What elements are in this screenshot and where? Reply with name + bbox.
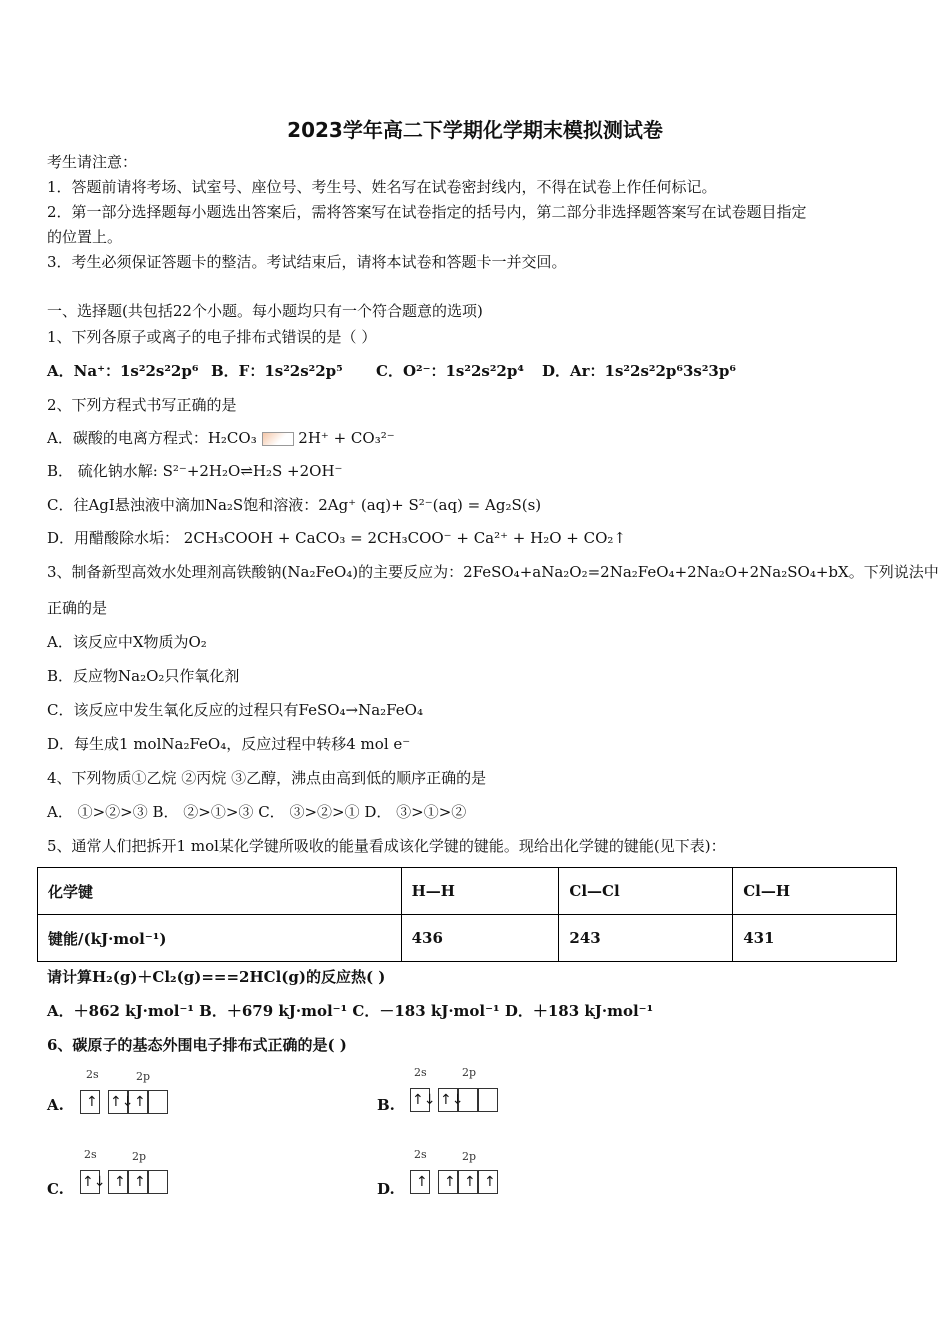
question-3-stem: 3、制备新型高效水处理剂高铁酸钠(Na₂FeO₄)的主要反应为：2FeSO₄+aNa₂O₂=2Na₂FeO₄+2Na₂O+2Na₂SO₄+bX。下列说法中	[47, 563, 939, 581]
orbital-box	[458, 1088, 478, 1112]
label-2s: 2s	[84, 1148, 97, 1161]
question-2-stem: 2、下列方程式书写正确的是	[47, 396, 237, 414]
q1-option-b: B．F：1s²2s²2p⁵	[211, 362, 343, 380]
equilibrium-arrow-image	[262, 432, 294, 446]
page-title: 2023学年高二下学期化学期末模拟测试卷	[287, 118, 663, 142]
orbital-box: ↑↓	[80, 1170, 100, 1194]
q4-options: A． ①>②>③ B． ②>①>③ C． ③>②>① D． ③>①>②	[47, 803, 467, 821]
bond-energy-table	[37, 867, 897, 962]
orbital-box: ↑	[410, 1170, 430, 1194]
q1-option-a: A．Na⁺：1s²2s²2p⁶	[47, 362, 199, 380]
orbital-box: ↑	[108, 1170, 128, 1194]
q2-option-a	[47, 428, 395, 448]
q3-option-c: C．该反应中发生氧化反应的过程只有FeSO₄→Na₂FeO₄	[47, 701, 423, 719]
q3-option-b: B．反应物Na₂O₂只作氧化剂	[47, 667, 240, 685]
notice-item: 2．第一部分选择题每小题选出答案后，需将答案写在试卷指定的括号内，第二部分非选择题答案写在试卷题目指定	[47, 203, 807, 221]
q6-option-c-label: C.	[47, 1180, 64, 1198]
table-cell: 436	[401, 915, 559, 962]
notice-heading: 考生请注意：	[47, 153, 138, 171]
orbital-box	[148, 1170, 168, 1194]
orbital-box: ↑↓	[410, 1088, 430, 1112]
table-header-cell: Cl—Cl	[559, 868, 733, 915]
q3-option-a: A．该反应中X物质为O₂	[47, 633, 207, 651]
q1-option-d: D．Ar：1s²2s²2p⁶3s²3p⁶	[542, 362, 736, 380]
orbital-box: ↑	[80, 1090, 100, 1114]
q6-option-d-label: D.	[377, 1180, 395, 1198]
q1-option-c: C．O²⁻：1s²2s²2p⁴	[376, 362, 524, 380]
orbital-box: ↑↓	[108, 1090, 128, 1114]
table-row	[38, 915, 897, 962]
label-2p: 2p	[136, 1070, 151, 1083]
table-header-cell: Cl—H	[733, 868, 897, 915]
orbital-box: ↑↓	[438, 1088, 458, 1112]
orbital-box	[478, 1088, 498, 1112]
question-4-stem: 4、下列物质①乙烷 ②丙烷 ③乙醇，沸点由高到低的顺序正确的是	[47, 769, 487, 787]
orbital-box: ↑	[478, 1170, 498, 1194]
q3-option-d: D．每生成1 molNa₂FeO₄，反应过程中转移4 mol e⁻	[47, 735, 411, 753]
orbital-box	[148, 1090, 168, 1114]
q2-option-b: B． 硫化钠水解: S²⁻+2H₂O⇌H₂S +2OH⁻	[47, 462, 343, 480]
label-2p: 2p	[462, 1066, 477, 1079]
question-1-stem: 1、下列各原子或离子的电子排布式错误的是（ ）	[47, 328, 377, 346]
question-6-stem: 6、碳原子的基态外围电子排布式正确的是( )	[47, 1036, 347, 1054]
table-cell: 243	[559, 915, 733, 962]
q2-option-a-prefix: A．碳酸的电离方程式：H₂CO₃	[47, 429, 257, 447]
table-header-cell: 化学键	[38, 868, 402, 915]
label-2s: 2s	[86, 1068, 99, 1081]
q5-ask: 请计算H₂(g)＋Cl₂(g)===2HCl(g)的反应热( )	[47, 968, 386, 986]
table-header-cell: H—H	[401, 868, 559, 915]
label-2p: 2p	[462, 1150, 477, 1163]
q5-options: A．＋862 kJ·mol⁻¹ B．＋679 kJ·mol⁻¹ C．－183 kJ·mol⁻¹ D．＋183 kJ·mol⁻¹	[47, 1002, 654, 1020]
q2-option-d: D．用醋酸除水垢： 2CH₃COOH + CaCO₃ = 2CH₃COO⁻ + Ca²⁺ + H₂O + CO₂↑	[47, 529, 626, 547]
question-3-stem-cont: 正确的是	[47, 599, 108, 617]
notice-item: 的位置上。	[47, 228, 123, 246]
orbital-box: ↑	[438, 1170, 458, 1194]
orbital-box: ↑	[128, 1090, 148, 1114]
orbital-diagram-a	[78, 1068, 178, 1120]
table-row	[38, 868, 897, 915]
notice-item: 1．答题前请将考场、试室号、座位号、考生号、姓名写在试卷密封线内，不得在试卷上作任何标记。	[47, 178, 717, 196]
label-2p: 2p	[132, 1150, 147, 1163]
section-heading: 一、选择题(共包括22个小题。每小题均只有一个符合题意的选项)	[47, 302, 483, 320]
q6-option-b-label: B.	[377, 1096, 395, 1114]
label-2s: 2s	[414, 1148, 427, 1161]
question-5-stem: 5、通常人们把拆开1 mol某化学键所吸收的能量看成该化学键的键能。现给出化学键的键能(见下表)：	[47, 837, 726, 855]
orbital-box: ↑	[458, 1170, 478, 1194]
orbital-diagram-b	[408, 1066, 508, 1118]
notice-item: 3．考生必须保证答题卡的整洁。考试结束后，请将本试卷和答题卡一并交回。	[47, 253, 567, 271]
q6-option-a-label: A.	[47, 1096, 64, 1114]
table-cell: 431	[733, 915, 897, 962]
orbital-diagram-c	[78, 1148, 178, 1200]
orbital-box: ↑	[128, 1170, 148, 1194]
label-2s: 2s	[414, 1066, 427, 1079]
orbital-diagram-d	[408, 1148, 508, 1200]
q2-option-a-suffix: 2H⁺ + CO₃²⁻	[298, 429, 395, 447]
table-cell: 键能/(kJ·mol⁻¹)	[38, 915, 402, 962]
q2-option-c: C．往AgI悬浊液中滴加Na₂S饱和溶液：2Ag⁺ (aq)+ S²⁻(aq) = Ag₂S(s)	[47, 496, 542, 514]
